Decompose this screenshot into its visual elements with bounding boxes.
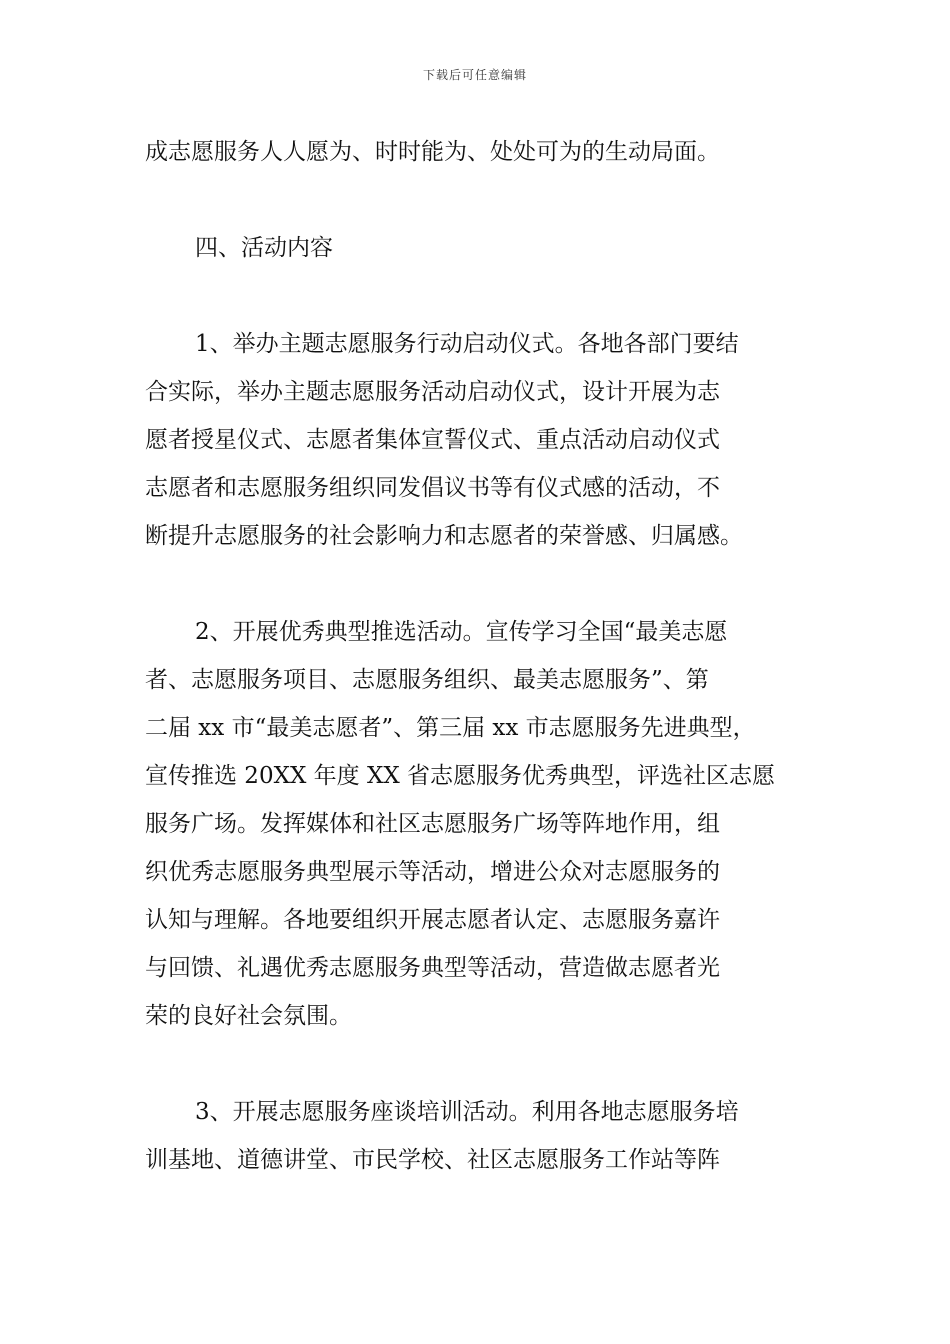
document-body — [145, 128, 805, 1184]
paragraph-gap — [145, 176, 805, 224]
text-line: 训基地、道德讲堂、市民学校、社区志愿服务工作站等阵 — [145, 1147, 720, 1173]
section-heading: 四、活动内容 — [195, 235, 333, 261]
text-line: 宣传推选 20XX 年度 XX 省志愿服务优秀典型，评选社区志愿 — [145, 763, 776, 789]
paragraph-gap — [145, 1040, 805, 1088]
text-line: 3、开展志愿服务座谈培训活动。利用各地志愿服务培 — [195, 1099, 739, 1125]
text-line: 认知与理解。各地要组织开展志愿者认定、志愿服务嘉许 — [145, 907, 720, 933]
text-line: 荣的良好社会氛围。 — [145, 1003, 352, 1029]
text-line: 者、志愿服务项目、志愿服务组织、最美志愿服务”、第 — [145, 667, 709, 693]
text-line: 1、举办主题志愿服务行动启动仪式。各地各部门要结 — [195, 331, 739, 357]
text-line: 织优秀志愿服务典型展示等活动，增进公众对志愿服务的 — [145, 859, 720, 885]
text-line: 合实际，举办主题志愿服务活动启动仪式，设计开展为志 — [145, 379, 720, 405]
text-line: 志愿者和志愿服务组织同发倡议书等有仪式感的活动，不 — [145, 475, 720, 501]
text-line: 2、开展优秀典型推选活动。宣传学习全国“最美志愿 — [195, 619, 728, 645]
paragraph-gap — [145, 560, 805, 608]
text-line: 服务广场。发挥媒体和社区志愿服务广场等阵地作用，组 — [145, 811, 720, 837]
page-header: 下载后可任意编辑 — [422, 68, 527, 82]
text-line: 与回馈、礼遇优秀志愿服务典型等活动，营造做志愿者光 — [145, 955, 720, 981]
text-line: 愿者授星仪式、志愿者集体宣誓仪式、重点活动启动仪式 — [145, 427, 720, 453]
text-line: 断提升志愿服务的社会影响力和志愿者的荣誉感、归属感。 — [145, 523, 743, 549]
text-line: 成志愿服务人人愿为、时时能为、处处可为的生动局面。 — [145, 139, 720, 165]
text-line: 二届 xx 市“最美志愿者”、第三届 xx 市志愿服务先进典型， — [145, 715, 756, 741]
paragraph-gap — [145, 272, 805, 320]
